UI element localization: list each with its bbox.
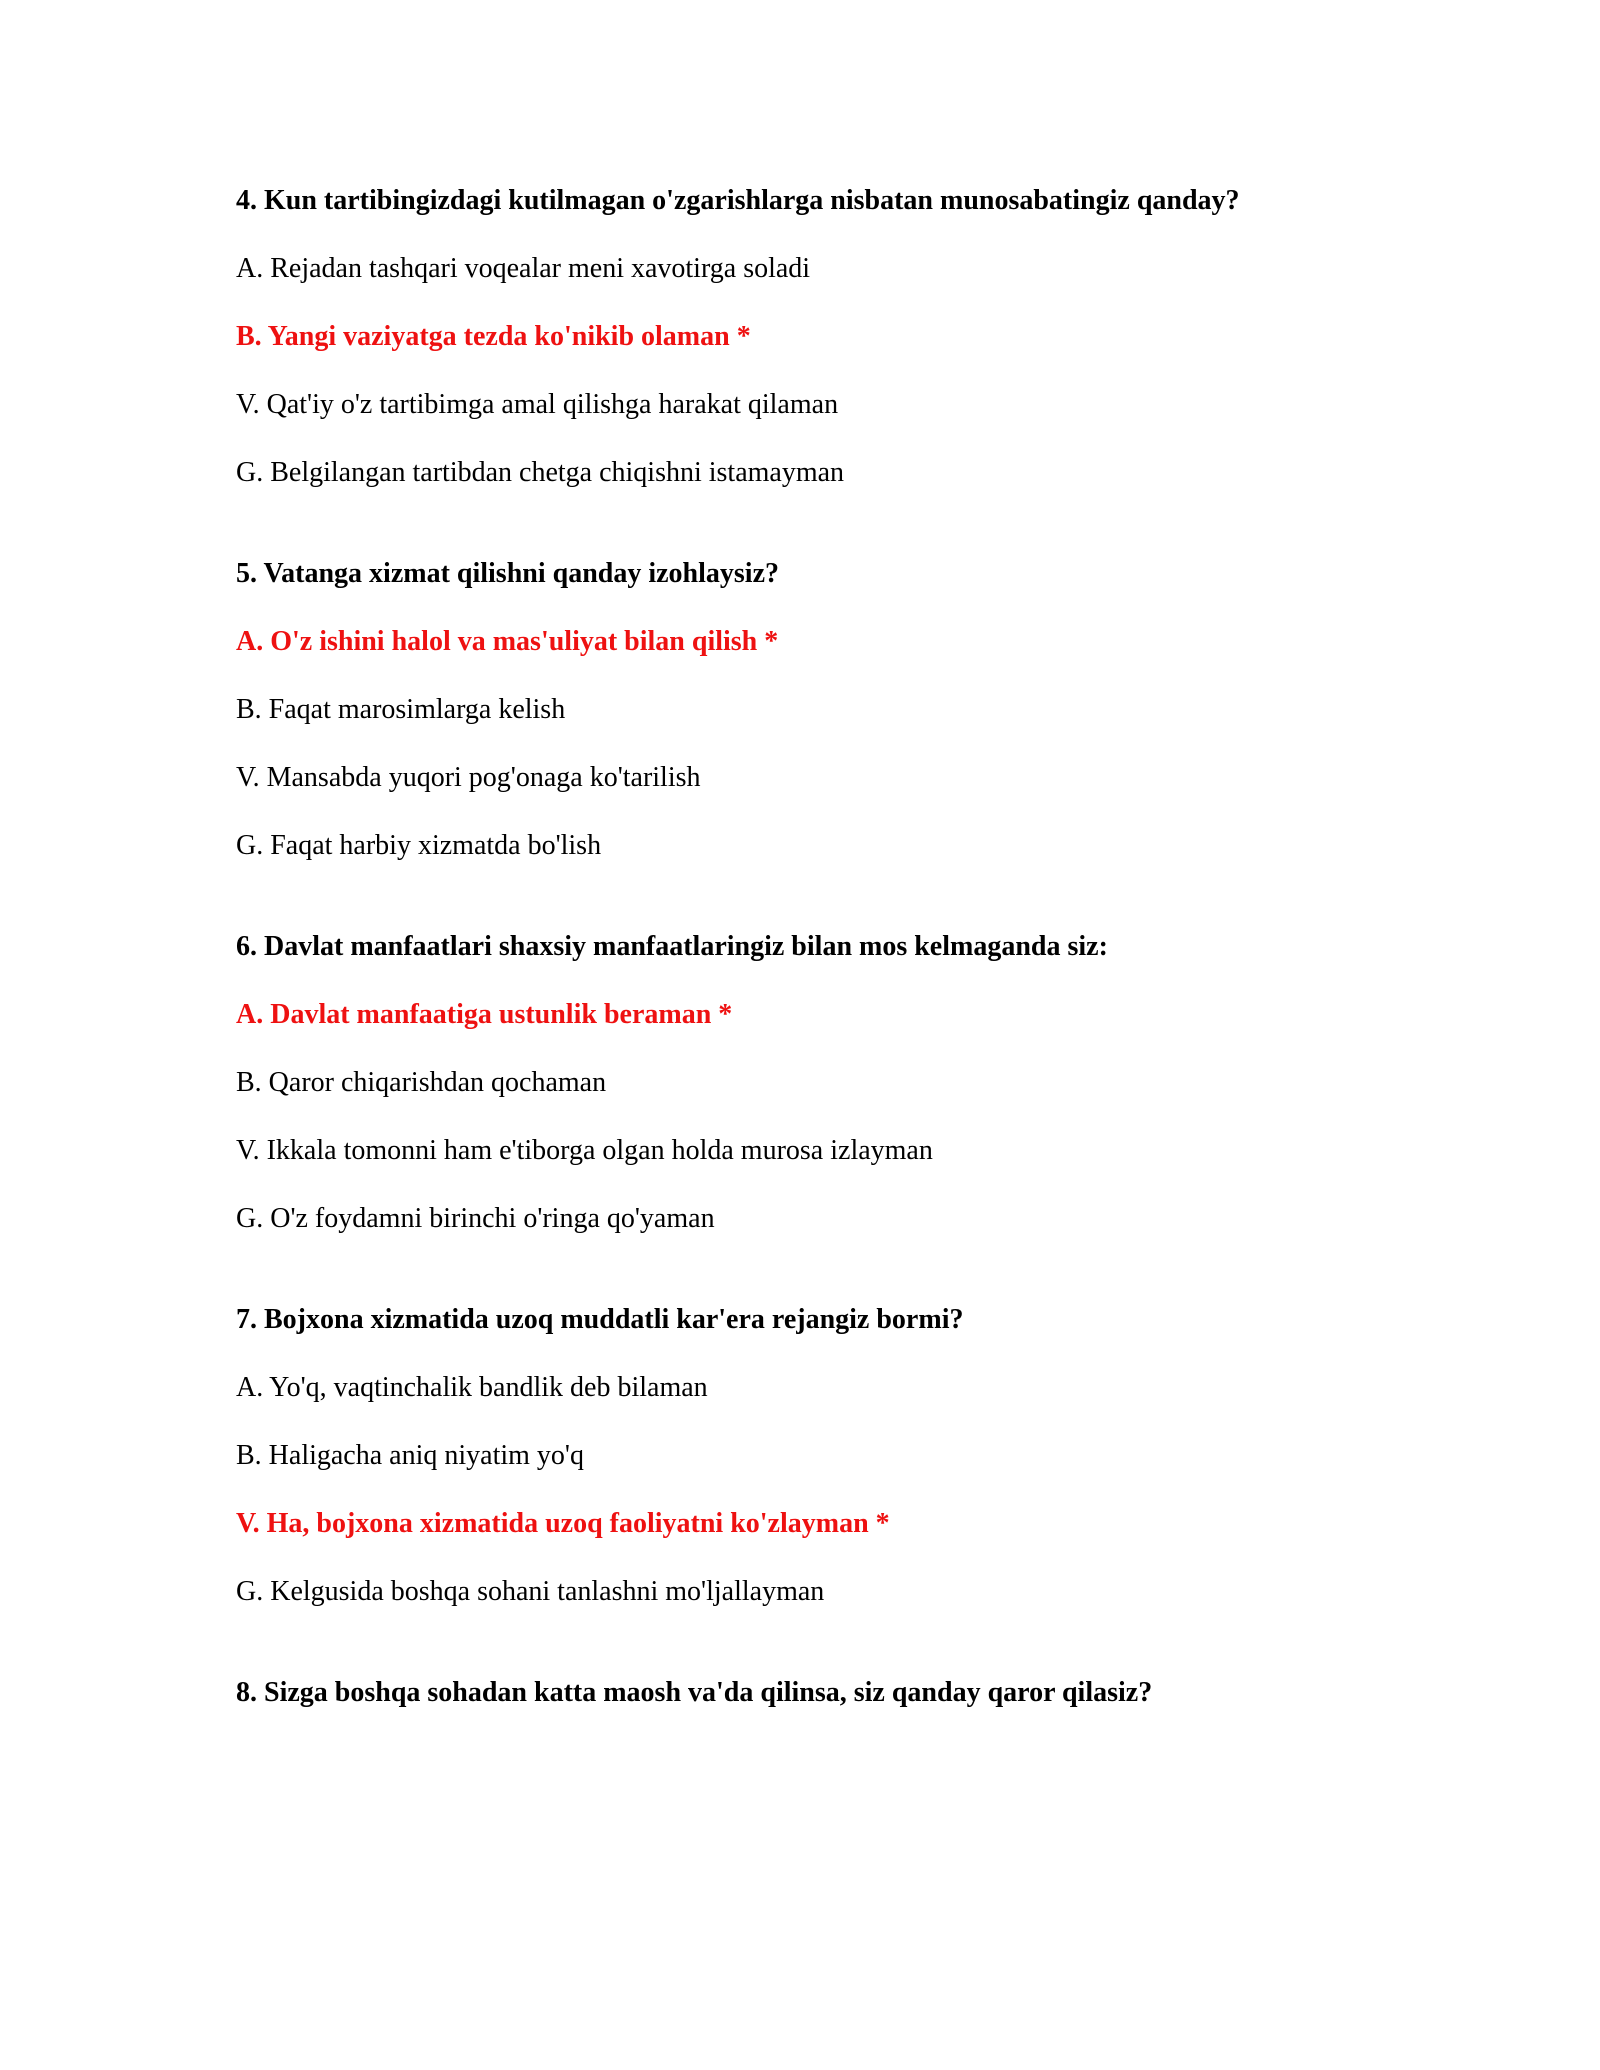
question-block-8	[236, 1676, 1436, 1710]
question-7-text: 7. Bojxona xizmatida uzoq muddatli kar'era rejangiz bormi?	[236, 1304, 964, 1335]
question-6-text: 6. Davlat manfaatlari shaxsiy manfaatlaringiz bilan mos kelmaganda siz:	[236, 931, 1108, 962]
question-5-option-v: V. Mansabda yuqori pog'onaga ko'tarilish	[236, 762, 701, 793]
question-6-option-a-correct: A. Davlat manfaatiga ustunlik beraman *	[236, 999, 733, 1030]
question-block-4	[236, 184, 1436, 490]
question-7-option-b: B. Haligacha aniq niyatim yo'q	[236, 1440, 584, 1471]
question-4-option-v: V. Qat'iy o'z tartibimga amal qilishga harakat qilaman	[236, 389, 839, 420]
question-5-text: 5. Vatanga xizmat qilishni qanday izohlaysiz?	[236, 558, 780, 589]
question-4-option-a: A. Rejadan tashqari voqealar meni xavotirga soladi	[236, 253, 811, 284]
question-7-option-a: A. Yo'q, vaqtinchalik bandlik deb bilaman	[236, 1372, 708, 1403]
question-list	[236, 184, 1436, 1777]
question-4-option-g: G. Belgilangan tartibdan chetga chiqishni istamayman	[236, 457, 845, 488]
question-7-option-v-correct: V. Ha, bojxona xizmatida uzoq faoliyatni ko'zlayman *	[236, 1508, 890, 1539]
question-6-option-b: B. Qaror chiqarishdan qochaman	[236, 1067, 607, 1098]
question-5-option-b: B. Faqat marosimlarga kelish	[236, 694, 566, 725]
question-4-option-b-correct: B. Yangi vaziyatga tezda ko'nikib olaman *	[236, 321, 751, 352]
question-block-6	[236, 930, 1436, 1236]
question-7-option-g: G. Kelgusida boshqa sohani tanlashni mo'ljallayman	[236, 1576, 825, 1607]
question-6-option-v: V. Ikkala tomonni ham e'tiborga olgan holda murosa izlayman	[236, 1135, 933, 1166]
question-4-text: 4. Kun tartibingizdagi kutilmagan o'zgarishlarga nisbatan munosabatingiz qanday?	[236, 185, 1240, 216]
question-8-text: 8. Sizga boshqa sohadan katta maosh va'da qilinsa, siz qanday qaror qilasiz?	[236, 1677, 1153, 1708]
question-6-option-g: G. O'z foydamni birinchi o'ringa qo'yaman	[236, 1203, 715, 1234]
question-block-5	[236, 557, 1436, 863]
question-block-7	[236, 1303, 1436, 1609]
question-5-option-g: G. Faqat harbiy xizmatda bo'lish	[236, 830, 602, 861]
question-5-option-a-correct: A. O'z ishini halol va mas'uliyat bilan qilish *	[236, 626, 779, 657]
